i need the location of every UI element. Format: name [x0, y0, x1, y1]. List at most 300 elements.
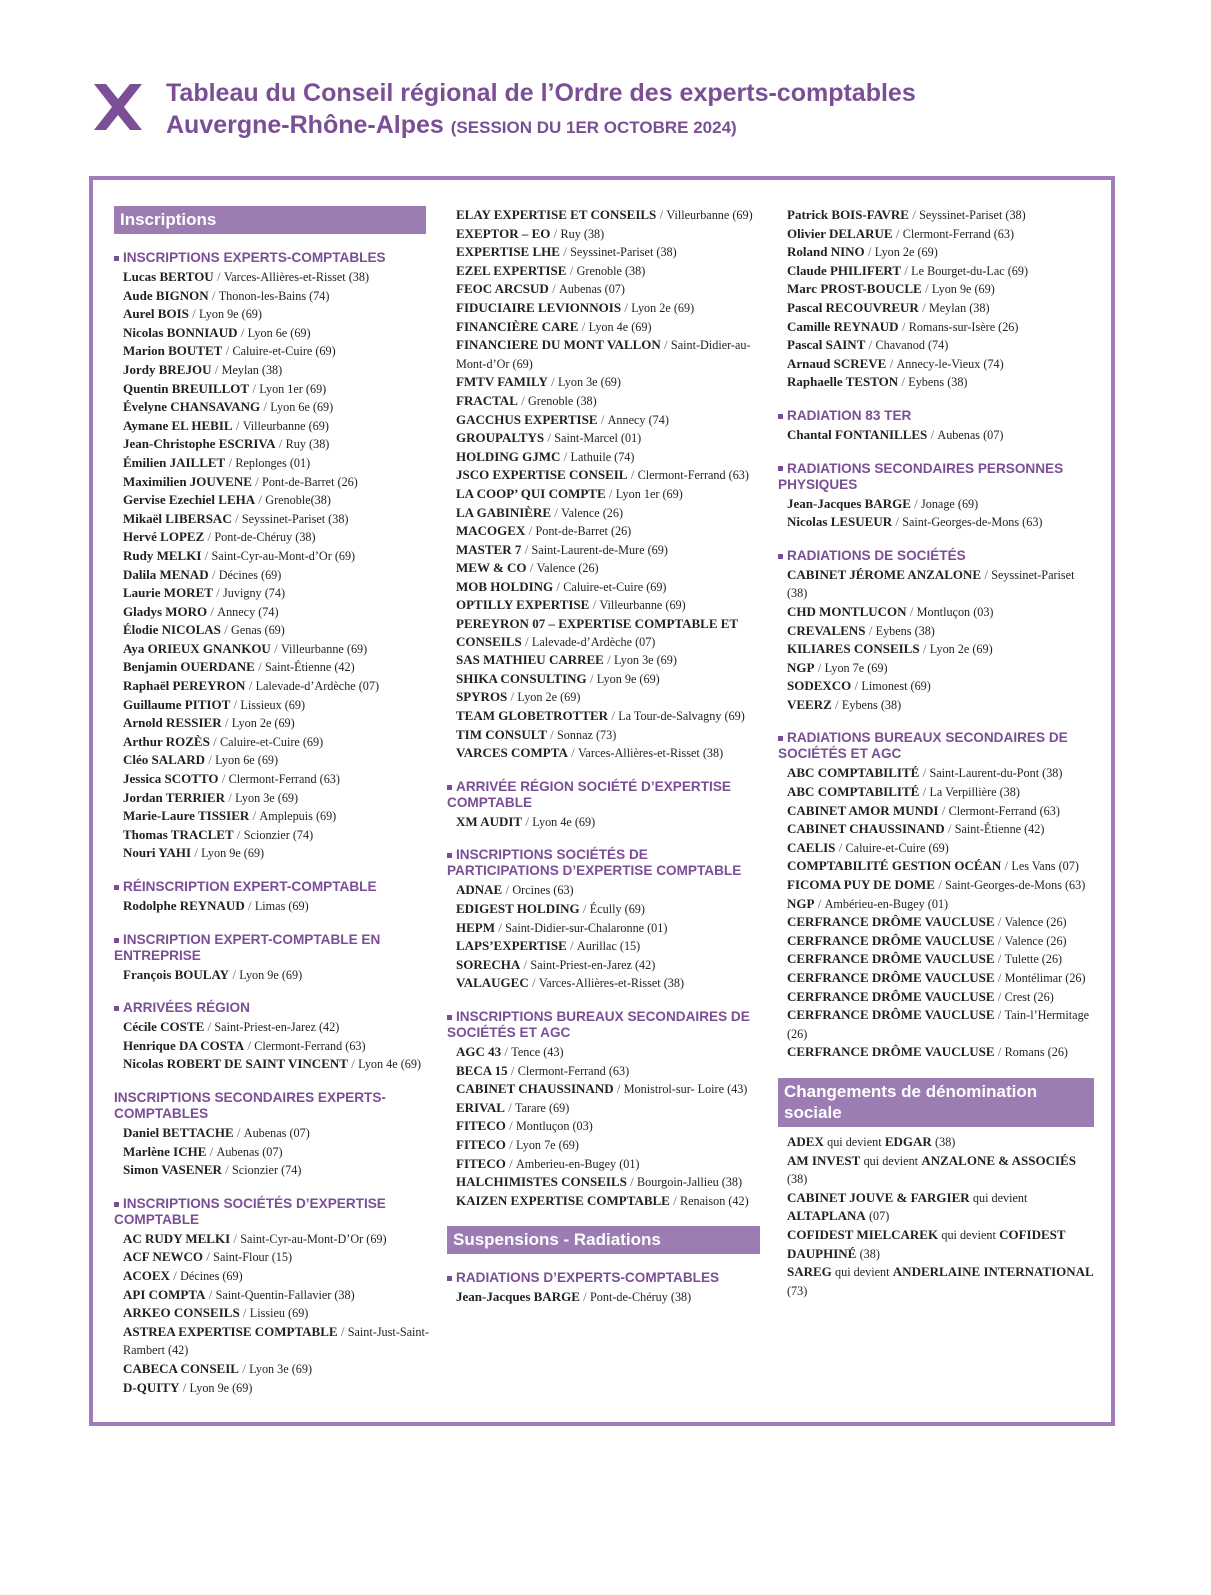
entry-name: CERFRANCE DRÔME VAUCLUSE — [787, 914, 995, 930]
separator: / — [994, 970, 1005, 985]
list-item — [114, 528, 434, 547]
entry-place: Lyon 4e (69) — [588, 319, 652, 334]
separator: / — [208, 566, 219, 582]
entry-name: Aude BIGNON — [123, 287, 209, 303]
separator: / — [507, 689, 518, 705]
separator: / — [233, 1124, 244, 1140]
separator: / — [209, 733, 220, 749]
entry-place: Décines (69) — [180, 1268, 243, 1283]
list-item — [778, 299, 1094, 318]
entry-place: Clermont-Ferrand (63) — [637, 468, 749, 483]
square-bullet-icon — [114, 1006, 119, 1011]
list-item — [447, 392, 760, 411]
entry-name: PEREYRON 07 – EXPERTISE COMPTABLE ET CONSEILS — [456, 616, 738, 649]
entry-name: CERFRANCE DRÔME VAUCLUSE — [787, 951, 995, 967]
entry-place: Replonges (01) — [235, 455, 311, 470]
entry-place: Saint-Étienne (42) — [264, 660, 355, 675]
entry-name: Chantal FONTANILLES — [787, 426, 928, 442]
entry-name: Pascal RECOUVREUR — [787, 299, 919, 315]
entry-name: D-QUITY — [123, 1379, 180, 1395]
dept-code: (07) — [869, 1209, 890, 1224]
separator: / — [206, 1143, 217, 1159]
entry-place: Orcines (63) — [512, 883, 574, 898]
entry-place: Ruy (38) — [285, 437, 330, 452]
list-item — [114, 621, 434, 640]
separator: / — [906, 603, 917, 619]
entry-place: Pont-de-Barret (26) — [535, 524, 632, 539]
section-title-text: INSCRIPTIONS SOCIÉTÉS DE PARTICIPATIONS D’EXPERTISE COMPTABLE — [447, 847, 742, 879]
entry-place: Saint-Didier-au-Mont-d’Or (69) — [456, 338, 751, 371]
entry-name: MEW & CO — [456, 560, 527, 576]
list-item — [447, 448, 760, 467]
section-title — [447, 779, 760, 811]
entry-name: Laurie MORET — [123, 585, 213, 601]
entry-name: Henrique DA COSTA — [123, 1037, 245, 1053]
separator: / — [994, 914, 1005, 930]
region-name: Auvergne-Rhône-Alpes — [166, 111, 444, 139]
list-item — [778, 950, 1094, 969]
entry-name: SAS MATHIEU CARREE — [456, 652, 604, 668]
separator: / — [522, 813, 533, 829]
entry-place: Grenoble(38) — [265, 493, 331, 508]
entry-name: SPYROS — [456, 689, 508, 705]
separator: / — [546, 726, 558, 742]
entry-name: Nouri YAHI — [123, 845, 192, 861]
separator: / — [814, 659, 825, 675]
list-item — [778, 336, 1094, 355]
list-item — [778, 426, 1094, 445]
section — [114, 250, 434, 863]
entry-name: AGC 43 — [456, 1043, 502, 1059]
entry-place: Saint-Georges-de-Mons (63) — [902, 515, 1043, 530]
separator: / — [201, 547, 212, 563]
list-item — [778, 876, 1094, 895]
dept-code: (38) — [859, 1246, 880, 1261]
separator: / — [337, 1323, 348, 1339]
section — [447, 1009, 760, 1210]
entry-place: Décines (69) — [218, 567, 282, 582]
entry-name: CABINET CHAUSSINAND — [456, 1081, 614, 1097]
entry-name: EXEPTOR – EO — [456, 225, 551, 241]
entry-place: Villeurbanne (69) — [280, 641, 368, 656]
entry-name: LA GABINIÈRE — [456, 504, 551, 520]
separator: / — [191, 845, 202, 861]
separator: / — [586, 670, 597, 686]
entry-name: Aymane EL HEBIL — [123, 417, 233, 433]
entry-place: Thonon-les-Bains (74) — [218, 288, 330, 303]
entry-name: Maximilien JOUVENE — [123, 473, 252, 489]
entry-place: Lalevade-d’Ardèche (07) — [255, 679, 380, 694]
entry-place: Lyon 2e (69) — [231, 716, 295, 731]
entry-name: Simon VASENER — [123, 1162, 222, 1178]
separator: / — [255, 492, 266, 508]
entry-place: Lyon 1er (69) — [259, 381, 327, 396]
section-title-text: INSCRIPTIONS SOCIÉTÉS D’EXPERTISE COMPTABLE — [114, 1195, 386, 1227]
section-title — [114, 1090, 434, 1122]
list-item — [447, 813, 760, 832]
separator: / — [169, 1267, 181, 1283]
entry-place: Tulette (26) — [1004, 952, 1063, 967]
entry-place: Aubenas (07) — [558, 282, 625, 297]
entry-place: Romans (26) — [1004, 1045, 1068, 1060]
separator: / — [229, 966, 240, 982]
entry-name: FMTV FAMILY — [456, 374, 548, 390]
entry-name: Cécile COSTE — [123, 1019, 205, 1035]
list-item — [447, 1288, 760, 1307]
entry-place: Crest (26) — [1004, 989, 1054, 1004]
list-item — [778, 802, 1094, 821]
separator: / — [221, 715, 232, 731]
entry-place: Clermont-Ferrand (63) — [254, 1038, 366, 1053]
separator: / — [544, 430, 555, 446]
col2-after-sections — [447, 1270, 760, 1307]
separator: / — [910, 495, 921, 511]
separator: / — [179, 1379, 190, 1395]
list-item — [778, 566, 1094, 603]
entry-place: Amplepuis (69) — [259, 809, 337, 824]
separator: / — [249, 380, 260, 396]
entry-name: Jean-Jacques BARGE — [456, 1289, 580, 1305]
entry-name: ABC COMPTABILITÉ — [787, 784, 920, 800]
square-bullet-icon — [114, 938, 119, 943]
entry-place: Lyon 3e (69) — [613, 653, 677, 668]
entry-name: VALAUGEC — [456, 975, 529, 991]
square-bullet-icon — [778, 736, 783, 741]
square-bullet-icon — [447, 853, 452, 858]
inscriptions-heading: Inscriptions — [114, 206, 426, 234]
entry-name: Rudy MELKI — [123, 547, 202, 563]
entry-name: Émilien JAILLET — [123, 454, 226, 470]
square-bullet-icon — [447, 1015, 452, 1020]
entry-place: Meylan (38) — [928, 300, 990, 315]
separator: / — [919, 784, 930, 800]
entry-place: Valence (26) — [536, 561, 599, 576]
entry-name: Quentin BREUILLOT — [123, 380, 250, 396]
entry-name: EZEL EXPERTISE — [456, 262, 567, 278]
list-item — [114, 1018, 434, 1037]
entry-name: Guillaume PITIOT — [123, 696, 231, 712]
entry-place: Lissieux (69) — [240, 697, 306, 712]
list-item — [114, 751, 434, 770]
separator: / — [237, 324, 248, 340]
list-item — [778, 932, 1094, 951]
separator: / — [230, 1230, 241, 1246]
entry-place: Varces-Allières-et-Risset (38) — [577, 746, 724, 761]
separator: / — [551, 504, 562, 520]
entry-place: Juvigny (74) — [223, 586, 285, 601]
separator: / — [892, 514, 903, 530]
list-item — [778, 262, 1094, 281]
entry-name: SHIKA CONSULTING — [456, 670, 587, 686]
separator: / — [504, 1099, 516, 1115]
separator: / — [579, 1289, 590, 1305]
separator: / — [864, 244, 875, 260]
section-title-text: INSCRIPTIONS SECONDAIRES EXPERTS-COMPTABLES — [114, 1089, 386, 1121]
list-item — [778, 513, 1094, 532]
entry-name: Nicolas LESUEUR — [787, 514, 893, 530]
dept-code: (73) — [787, 1283, 808, 1298]
separator: / — [656, 207, 667, 222]
entry-name: SODEXCO — [787, 678, 852, 694]
list-item — [778, 603, 1094, 622]
list-item — [447, 485, 760, 504]
separator: / — [205, 1286, 216, 1302]
list-item — [114, 417, 434, 436]
entry-place: Limonest (69) — [861, 679, 931, 694]
separator: / — [660, 337, 671, 353]
entry-name: CERFRANCE DRÔME VAUCLUSE — [787, 1044, 995, 1060]
separator: / — [934, 877, 946, 893]
entry-name: API COMPTA — [123, 1286, 206, 1302]
entry-name: AC RUDY MELKI — [123, 1230, 231, 1246]
entry-place: Bourgoin-Jallieu (38) — [637, 1175, 743, 1190]
separator: / — [559, 244, 571, 260]
entry-name: Arthur ROZÈS — [123, 733, 210, 749]
entry-place: Annecy (74) — [607, 412, 669, 427]
dept-code: (38) — [935, 1134, 956, 1149]
list-item — [447, 411, 760, 430]
entry-place: Caluire-et-Cuire (69) — [219, 734, 324, 749]
entry-name: SORECHA — [456, 956, 521, 972]
entry-place: Lyon 9e (69) — [198, 307, 262, 322]
separator: / — [831, 696, 842, 712]
entry-place: Lyon 9e (69) — [596, 671, 660, 686]
entry-place: Jonage (69) — [921, 496, 979, 511]
entry-place: Montluçon (03) — [515, 1119, 593, 1134]
list-item — [447, 670, 760, 689]
entry-name: Aya ORIEUX GNANKOU — [123, 640, 271, 656]
entry-name: ABC COMPTABILITÉ — [787, 765, 920, 781]
entry-place: Varces-Allières-et-Risset (38) — [538, 976, 685, 991]
entry-place: Caluire-et-Cuire (69) — [845, 840, 949, 855]
separator: / — [244, 1037, 255, 1053]
separator: / — [579, 901, 590, 916]
list-item — [778, 857, 1094, 876]
entry-name: Dalila MENAD — [123, 566, 209, 582]
entry-place: La Tour-de-Salvagny (69) — [618, 709, 745, 724]
entry-place: Lyon 3e (69) — [235, 790, 299, 805]
separator: / — [254, 659, 265, 675]
list-item — [114, 510, 434, 529]
section-title-text: RADIATIONS SECONDAIRES PERSONNES PHYSIQUES — [778, 460, 1064, 492]
entry-place: Montluçon (03) — [916, 604, 994, 619]
entry-place: Monistrol-sur- Loire (43) — [623, 1082, 748, 1097]
entry-name: LA COOP’ QUI COMPTE — [456, 485, 606, 501]
entry-place: Lissieu (69) — [249, 1306, 309, 1321]
separator: / — [613, 1081, 624, 1097]
entry-name: TEAM GLOBETROTTER — [456, 708, 609, 724]
section — [447, 779, 760, 832]
list-item — [114, 603, 434, 622]
entry-name: François BOULAY — [123, 966, 230, 982]
entry-place: Lyon 6e (69) — [270, 400, 334, 415]
list-item — [778, 1152, 1094, 1189]
title-line-1: Tableau du Conseil régional de l’Ordre des experts-comptables — [166, 79, 916, 107]
list-item — [778, 1133, 1094, 1152]
entry-name: Raphaël PEREYRON — [123, 678, 246, 694]
list-item — [114, 658, 434, 677]
list-item — [447, 1192, 760, 1211]
separator: / — [566, 938, 577, 954]
entry-name: NGP — [787, 895, 815, 911]
separator: / — [919, 641, 930, 657]
entry-name: EXPERTISE LHE — [456, 244, 560, 260]
section-title-text: RADIATIONS D’EXPERTS-COMPTABLES — [456, 1270, 720, 1286]
separator: / — [188, 306, 199, 322]
entry-place: Saint-Priest-en-Jarez (42) — [530, 957, 656, 972]
entry-place: Grenoble (38) — [576, 263, 646, 278]
entry-place: Saint-Priest-en-Jarez (42) — [214, 1020, 340, 1035]
separator: / — [249, 808, 260, 824]
entry-name: EDIGEST HOLDING — [456, 901, 580, 916]
list-item — [114, 1161, 434, 1180]
entry-name: CERFRANCE DRÔME VAUCLUSE — [787, 1007, 995, 1023]
entry-name: Pascal SAINT — [787, 337, 866, 353]
entry-place: Pont-de-Chéruy (38) — [214, 530, 316, 545]
entry-name: FITECO — [456, 1155, 506, 1171]
separator: / — [203, 1249, 214, 1265]
list-item — [114, 454, 434, 473]
separator: / — [505, 1136, 516, 1152]
entry-place: Lyon 1er (69) — [615, 486, 683, 501]
list-item — [447, 336, 760, 373]
entry-place: Lyon 3e (69) — [557, 375, 621, 390]
list-item — [447, 744, 760, 763]
list-item — [114, 584, 434, 603]
section-title-text: INSCRIPTIONS BUREAUX SECONDAIRES DE SOCIÉTÉS ET AGC — [447, 1008, 750, 1040]
section — [114, 879, 434, 916]
entry-name: FEOC ARCSUD — [456, 281, 549, 297]
separator: / — [275, 436, 286, 452]
separator: / — [225, 454, 236, 470]
separator: / — [921, 281, 932, 297]
list-item — [114, 714, 434, 733]
list-item — [114, 640, 434, 659]
list-item — [447, 1080, 760, 1099]
entry-name: Évelyne CHANSAVANG — [123, 399, 261, 415]
entry-name: Hervé LOPEZ — [123, 529, 205, 545]
entry-name: Marie-Laure TISSIER — [123, 808, 250, 824]
entry-place: Aubenas (07) — [216, 1144, 283, 1159]
list-item — [114, 547, 434, 566]
entry-place: Meylan (38) — [221, 362, 283, 377]
entry-place: Pont-de-Chéruy (38) — [590, 1290, 692, 1305]
new-name: COFIDEST DAUPHINÉ — [787, 1226, 1066, 1261]
entry-place: Valence (26) — [1004, 933, 1067, 948]
list-item — [447, 206, 760, 225]
separator: / — [898, 374, 909, 390]
list-item — [447, 318, 760, 337]
entry-place: Écully (69) — [589, 902, 645, 916]
list-item — [447, 956, 760, 975]
list-item — [447, 1043, 760, 1062]
list-item — [778, 839, 1094, 858]
list-item — [447, 522, 760, 541]
section-title — [114, 250, 434, 266]
separator: / — [621, 299, 632, 315]
list-item — [114, 324, 434, 343]
list-item — [447, 1155, 760, 1174]
entry-name: CHD MONTLUCON — [787, 603, 907, 619]
entry-name: ELAY EXPERTISE ET CONSEILS — [456, 207, 657, 222]
list-item — [447, 688, 760, 707]
entry-name: Arnaud SCREVE — [787, 355, 887, 371]
entry-place: Eybens (38) — [875, 623, 935, 638]
separator: / — [208, 287, 219, 303]
list-item — [447, 243, 760, 262]
list-item — [114, 897, 434, 916]
old-name: SAREG — [787, 1264, 832, 1280]
entry-name: KILIARES CONSEILS — [787, 641, 920, 657]
entry-name: NGP — [787, 659, 815, 675]
list-item — [447, 559, 760, 578]
list-item — [114, 696, 434, 715]
entry-place: Romans-sur-Isère (26) — [908, 319, 1019, 334]
separator: / — [589, 597, 600, 613]
section-title — [114, 1196, 434, 1228]
separator: / — [220, 622, 232, 638]
entry-place: Lyon 9e (69) — [201, 846, 265, 861]
entry-name: KAIZEN EXPERTISE COMPTABLE — [456, 1192, 670, 1208]
entry-place: Aubenas (07) — [243, 1125, 310, 1140]
separator: / — [547, 374, 558, 390]
entry-name: ACF NEWCO — [123, 1249, 204, 1265]
list-item — [447, 429, 760, 448]
entry-name: Gervise Ezechiel LEHA — [123, 492, 256, 508]
separator: / — [919, 765, 930, 781]
list-item — [447, 615, 760, 651]
list-item — [447, 919, 760, 938]
old-name: ADEX — [787, 1133, 824, 1149]
separator: / — [1001, 858, 1012, 874]
separator: / — [520, 956, 531, 972]
list-item — [778, 764, 1094, 783]
list-item — [778, 280, 1094, 299]
entry-place: Saint-Cyr-au-Mont-d’Or (69) — [211, 548, 356, 563]
col1-sections — [114, 250, 434, 1397]
list-item — [447, 937, 760, 956]
separator: / — [886, 355, 897, 371]
separator: / — [517, 392, 528, 408]
square-bullet-icon — [447, 1276, 452, 1281]
separator: / — [521, 633, 532, 649]
section-title — [778, 548, 1094, 564]
separator: / — [994, 988, 1005, 1004]
entry-name: HOLDING GJMC — [456, 448, 561, 464]
separator: / — [994, 951, 1005, 967]
list-item — [778, 1006, 1094, 1043]
entry-place: Saint-Just-Saint-Rambert (42) — [123, 1324, 429, 1358]
list-item — [114, 826, 434, 845]
entry-place: Lyon 2e (69) — [874, 245, 938, 260]
section — [447, 206, 760, 763]
separator: / — [605, 485, 616, 501]
entry-place: Lyon 3e (69) — [249, 1361, 313, 1376]
separator: / — [981, 566, 992, 582]
section-title — [778, 461, 1094, 493]
entry-name: Jean-Jacques BARGE — [787, 495, 911, 511]
list-item — [778, 206, 1094, 225]
section — [778, 730, 1094, 1062]
separator: / — [627, 467, 638, 483]
entry-name: ERIVAL — [456, 1099, 505, 1115]
entry-name: Olivier DELARUE — [787, 225, 893, 241]
list-item — [114, 807, 434, 826]
list-item — [114, 361, 434, 380]
x-mark-icon — [90, 80, 146, 134]
separator: / — [251, 473, 263, 489]
entry-name: Marion BOUTET — [123, 343, 223, 359]
